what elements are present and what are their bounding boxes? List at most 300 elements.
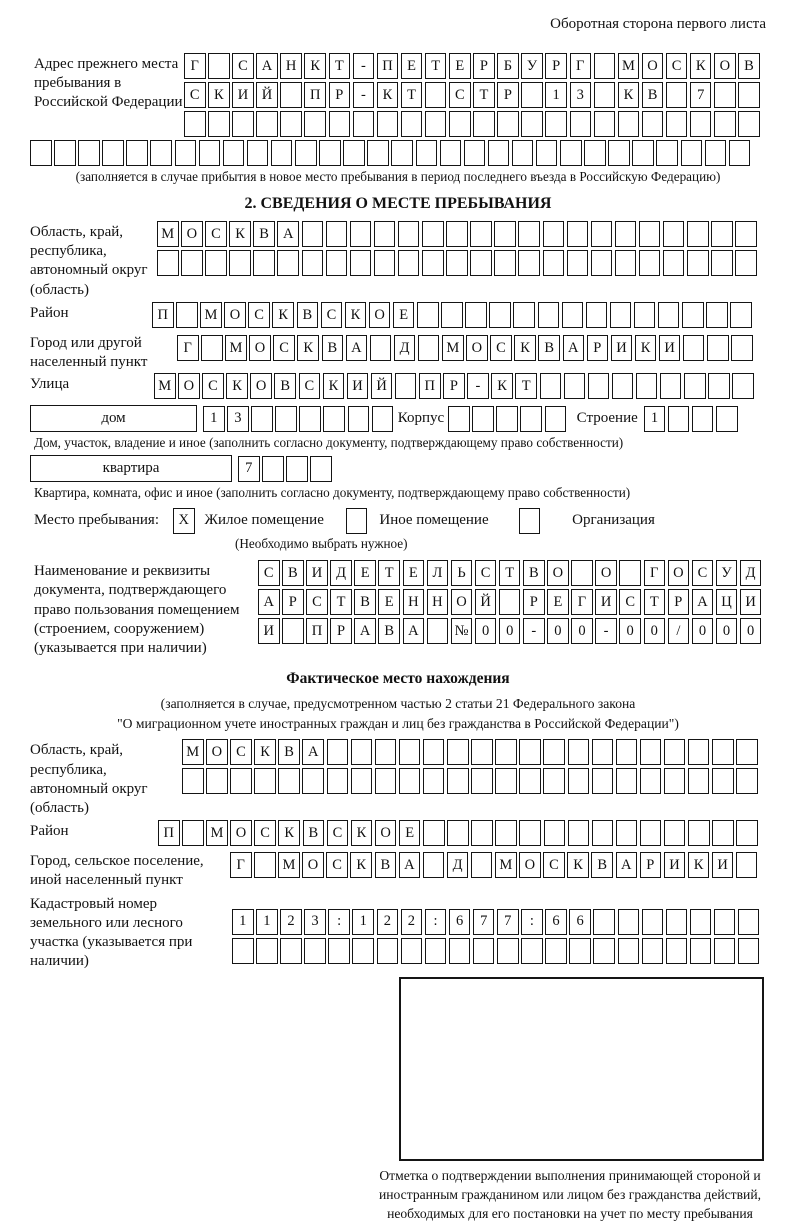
char-cell: М — [157, 221, 179, 247]
char-cell: 1 — [352, 909, 374, 935]
cadastral-row-2 — [232, 938, 762, 964]
char-cell: Т — [329, 53, 351, 79]
char-cell: М — [278, 852, 300, 878]
char-cell — [326, 250, 348, 276]
char-cell — [615, 250, 637, 276]
char-cell — [618, 111, 640, 137]
char-cell — [690, 111, 712, 137]
char-cell — [494, 250, 516, 276]
char-cell: 2 — [377, 909, 399, 935]
char-cell — [616, 768, 638, 794]
char-cell — [328, 938, 350, 964]
char-cell — [588, 373, 610, 399]
char-cell — [711, 250, 733, 276]
house-box: дом — [30, 405, 197, 432]
char-cell: И — [232, 82, 254, 108]
char-cell: К — [377, 82, 399, 108]
char-cell: № — [451, 618, 473, 644]
char-cell — [632, 140, 654, 166]
char-cell: Р — [545, 53, 567, 79]
char-cell: О — [714, 53, 736, 79]
char-cell: / — [668, 618, 690, 644]
char-cell — [640, 820, 662, 846]
char-cell — [401, 111, 423, 137]
region-row-1 — [157, 221, 759, 247]
street-block — [30, 373, 766, 402]
char-cell — [521, 938, 543, 964]
district-block — [30, 302, 766, 331]
char-cell — [706, 302, 728, 328]
char-cell — [425, 938, 447, 964]
char-cell — [374, 221, 396, 247]
prev-address-row-3 — [184, 111, 762, 137]
char-cell: О — [466, 335, 488, 361]
char-cell: О — [249, 335, 271, 361]
char-cell: А — [277, 221, 299, 247]
char-cell: - — [467, 373, 489, 399]
char-cell — [256, 111, 278, 137]
char-cell: С — [248, 302, 270, 328]
stay-type-note: (Необходимо выбрать нужное) — [235, 536, 408, 552]
char-cell — [372, 406, 394, 432]
char-cell: С — [232, 53, 254, 79]
char-cell — [634, 302, 656, 328]
char-cell — [377, 938, 399, 964]
char-cell: Т — [330, 589, 352, 615]
char-cell: Й — [475, 589, 497, 615]
char-cell — [664, 739, 686, 765]
city-label: Город или другой населенный пункт — [30, 334, 148, 370]
char-cell — [567, 250, 589, 276]
char-cell: 0 — [716, 618, 738, 644]
char-cell — [176, 302, 198, 328]
char-cell: С — [306, 589, 328, 615]
char-cell: И — [595, 589, 617, 615]
char-cell: М — [182, 739, 204, 765]
char-cell — [489, 302, 511, 328]
char-cell: И — [712, 852, 734, 878]
fact-location-note-1: (заполняется в случае, предусмотренном частью 2 статьи 21 Федерального закона — [160, 696, 636, 712]
char-cell — [513, 302, 535, 328]
char-cell — [247, 140, 269, 166]
house-block — [30, 405, 766, 432]
char-cell: И — [664, 852, 686, 878]
char-cell: К — [688, 852, 710, 878]
char-cell: В — [297, 302, 319, 328]
char-cell: К — [272, 302, 294, 328]
char-cell — [304, 111, 326, 137]
char-cell: И — [306, 560, 328, 586]
char-cell: Ь — [451, 560, 473, 586]
char-cell: М — [200, 302, 222, 328]
char-cell: О — [595, 560, 617, 586]
char-cell: Г — [230, 852, 252, 878]
char-cell — [705, 140, 727, 166]
char-cell: Т — [401, 82, 423, 108]
char-cell — [256, 938, 278, 964]
char-cell: 1 — [232, 909, 254, 935]
char-cell: К — [514, 335, 536, 361]
char-cell: В — [253, 221, 275, 247]
char-cell: 0 — [571, 618, 593, 644]
stay-type-option-residential-label: Жилое помещение — [204, 512, 324, 529]
char-cell — [711, 221, 733, 247]
char-cell — [616, 739, 638, 765]
char-cell — [521, 82, 543, 108]
char-cell: С — [184, 82, 206, 108]
char-cell — [323, 406, 345, 432]
char-cell — [714, 938, 736, 964]
char-cell — [716, 406, 738, 432]
char-cell: С — [258, 560, 280, 586]
char-cell: М — [154, 373, 176, 399]
char-cell: Т — [473, 82, 495, 108]
char-cell — [591, 250, 613, 276]
char-cell — [295, 140, 317, 166]
char-cell: И — [740, 589, 762, 615]
char-cell — [304, 938, 326, 964]
char-cell — [282, 618, 304, 644]
char-cell — [593, 909, 615, 935]
char-cell: 0 — [740, 618, 762, 644]
char-cell — [615, 221, 637, 247]
char-cell: Т — [644, 589, 666, 615]
region-label: Область, край, республика, автономный округ (область) — [30, 224, 148, 298]
char-cell: С — [619, 589, 641, 615]
char-cell: И — [611, 335, 633, 361]
char-cell: Г — [570, 53, 592, 79]
char-cell: 7 — [473, 909, 495, 935]
char-cell: П — [306, 618, 328, 644]
char-cell: С — [692, 560, 714, 586]
stay-type-option-other-label: Иное помещение — [379, 512, 489, 529]
char-cell — [254, 768, 276, 794]
char-cell — [567, 221, 589, 247]
char-cell: К — [635, 335, 657, 361]
char-cell — [708, 373, 730, 399]
prev-address-row-2 — [184, 82, 762, 108]
char-cell: С — [543, 852, 565, 878]
char-cell: С — [299, 373, 321, 399]
char-cell — [521, 111, 543, 137]
char-cell — [536, 140, 558, 166]
char-cell — [367, 140, 389, 166]
char-cell — [275, 406, 297, 432]
char-cell — [568, 768, 590, 794]
char-cell — [353, 111, 375, 137]
char-cell — [690, 909, 712, 935]
char-cell — [714, 909, 736, 935]
char-cell — [425, 111, 447, 137]
char-cell — [329, 111, 351, 137]
char-cell — [732, 373, 754, 399]
street-label: Улица — [30, 376, 70, 393]
char-cell — [422, 221, 444, 247]
char-cell — [472, 406, 494, 432]
char-cell — [126, 140, 148, 166]
char-cell — [423, 768, 445, 794]
char-cell — [449, 938, 471, 964]
char-cell: П — [377, 53, 399, 79]
apartment-caption: Квартира, комната, офис и иное (заполнить согласно документу, подтверждающему право собственности) — [34, 485, 631, 501]
char-cell: Д — [330, 560, 352, 586]
char-cell — [666, 909, 688, 935]
char-cell — [570, 111, 592, 137]
char-cell: С — [449, 82, 471, 108]
char-cell — [223, 140, 245, 166]
char-cell — [206, 768, 228, 794]
fact-region-row-2 — [182, 768, 760, 794]
char-cell: X — [173, 508, 195, 534]
char-cell — [538, 302, 560, 328]
char-cell — [642, 938, 664, 964]
char-cell — [201, 335, 223, 361]
char-cell — [449, 111, 471, 137]
char-cell: О — [250, 373, 272, 399]
char-cell — [54, 140, 76, 166]
char-cell: 6 — [449, 909, 471, 935]
char-cell: О — [547, 560, 569, 586]
char-cell: Т — [499, 560, 521, 586]
char-cell: О — [302, 852, 324, 878]
char-cell — [370, 335, 392, 361]
char-cell: В — [354, 589, 376, 615]
char-cell — [427, 618, 449, 644]
char-cell: Е — [403, 560, 425, 586]
char-cell — [735, 221, 757, 247]
char-cell: А — [692, 589, 714, 615]
char-cell — [319, 140, 341, 166]
char-cell — [351, 739, 373, 765]
char-cell — [520, 406, 542, 432]
char-cell: Д — [447, 852, 469, 878]
char-cell: Т — [515, 373, 537, 399]
char-cell — [660, 373, 682, 399]
char-cell: К — [351, 820, 373, 846]
char-cell — [729, 140, 751, 166]
char-cell — [327, 768, 349, 794]
char-cell — [398, 250, 420, 276]
char-cell: - — [353, 82, 375, 108]
char-cell — [199, 140, 221, 166]
char-cell: 6 — [545, 909, 567, 935]
char-cell: М — [495, 852, 517, 878]
stay-type-checkbox-residential — [173, 508, 195, 534]
char-cell: 0 — [644, 618, 666, 644]
char-cell: Н — [280, 53, 302, 79]
prev-address-overflow-row — [30, 140, 766, 166]
char-cell — [471, 739, 493, 765]
stay-type-label: Место пребывания: — [34, 512, 159, 529]
char-cell — [470, 250, 492, 276]
char-cell: К — [304, 53, 326, 79]
char-cell: К — [208, 82, 230, 108]
char-cell — [666, 111, 688, 137]
char-cell — [714, 111, 736, 137]
char-cell: 6 — [569, 909, 591, 935]
char-cell — [618, 938, 640, 964]
char-cell: Е — [449, 53, 471, 79]
char-cell — [401, 938, 423, 964]
char-cell — [664, 820, 686, 846]
char-cell: Д — [740, 560, 762, 586]
char-cell — [395, 373, 417, 399]
char-cell — [416, 140, 438, 166]
char-cell: А — [403, 618, 425, 644]
fact-district-block — [30, 820, 766, 849]
char-cell — [375, 768, 397, 794]
fact-region-label: Область, край, республика, автономный округ (область) — [30, 742, 148, 817]
char-cell — [730, 302, 752, 328]
char-cell — [205, 250, 227, 276]
cadastral-block — [30, 893, 766, 972]
char-cell — [712, 768, 734, 794]
char-cell: К — [297, 335, 319, 361]
char-cell: 2 — [280, 909, 302, 935]
char-cell: К — [618, 82, 640, 108]
char-cell — [286, 456, 308, 482]
char-cell: С — [326, 852, 348, 878]
char-cell: С — [273, 335, 295, 361]
char-cell — [418, 335, 440, 361]
char-cell: С — [327, 820, 349, 846]
char-cell — [465, 302, 487, 328]
char-cell — [251, 406, 273, 432]
char-cell: Т — [378, 560, 400, 586]
char-cell — [302, 221, 324, 247]
document-row-1 — [258, 560, 764, 586]
char-cell — [488, 140, 510, 166]
char-cell — [592, 739, 614, 765]
char-cell: 7 — [238, 456, 260, 482]
char-cell: И — [347, 373, 369, 399]
char-cell: К — [278, 820, 300, 846]
char-cell — [543, 768, 565, 794]
char-cell — [568, 820, 590, 846]
char-cell — [425, 82, 447, 108]
char-cell: Е — [401, 53, 423, 79]
char-cell: М — [618, 53, 640, 79]
char-cell — [440, 140, 462, 166]
char-cell — [688, 739, 710, 765]
char-cell: О — [668, 560, 690, 586]
char-cell — [280, 111, 302, 137]
char-cell: 3 — [304, 909, 326, 935]
char-cell — [568, 739, 590, 765]
char-cell — [512, 140, 534, 166]
char-cell — [232, 111, 254, 137]
char-cell: П — [304, 82, 326, 108]
char-cell — [175, 140, 197, 166]
apartment-cells — [238, 456, 334, 482]
char-cell — [639, 221, 661, 247]
char-cell: В — [538, 335, 560, 361]
char-cell — [656, 140, 678, 166]
char-cell — [375, 739, 397, 765]
char-cell — [571, 560, 593, 586]
char-cell — [254, 852, 276, 878]
stroenie-label: Строение — [576, 410, 638, 427]
char-cell — [417, 302, 439, 328]
char-cell — [471, 820, 493, 846]
char-cell: 0 — [692, 618, 714, 644]
fact-location-note-2: "О миграционном учете иностранных граждан и лиц без гражданства в Российской Федерации") — [117, 715, 679, 731]
char-cell: Н — [427, 589, 449, 615]
char-cell — [471, 768, 493, 794]
char-cell — [471, 852, 493, 878]
char-cell — [593, 938, 615, 964]
char-cell: К — [345, 302, 367, 328]
char-cell — [640, 768, 662, 794]
char-cell — [182, 820, 204, 846]
char-cell — [302, 768, 324, 794]
char-cell: П — [419, 373, 441, 399]
char-cell: Г — [184, 53, 206, 79]
char-cell — [666, 82, 688, 108]
char-cell — [497, 938, 519, 964]
char-cell — [608, 140, 630, 166]
stay-type-option-organization-label: Организация — [572, 512, 655, 529]
street-row — [154, 373, 756, 399]
char-cell: И — [659, 335, 681, 361]
char-cell — [636, 373, 658, 399]
char-cell: А — [616, 852, 638, 878]
char-cell — [441, 302, 463, 328]
char-cell — [642, 111, 664, 137]
char-cell — [157, 250, 179, 276]
char-cell — [229, 250, 251, 276]
char-cell: В — [274, 373, 296, 399]
char-cell: С — [490, 335, 512, 361]
char-cell: 0 — [619, 618, 641, 644]
char-cell: С — [254, 820, 276, 846]
char-cell — [497, 111, 519, 137]
char-cell: К — [690, 53, 712, 79]
char-cell — [736, 820, 758, 846]
char-cell: 3 — [227, 406, 249, 432]
char-cell: В — [375, 852, 397, 878]
document-block — [30, 560, 766, 658]
char-cell: Р — [640, 852, 662, 878]
char-cell: - — [353, 53, 375, 79]
char-cell — [569, 938, 591, 964]
char-cell: 0 — [475, 618, 497, 644]
char-cell — [310, 456, 332, 482]
char-cell — [447, 739, 469, 765]
char-cell — [343, 140, 365, 166]
char-cell — [540, 373, 562, 399]
char-cell — [612, 373, 634, 399]
char-cell — [494, 221, 516, 247]
fact-city-label: Город, сельское поселение, иной населенный пункт — [30, 853, 204, 889]
char-cell — [271, 140, 293, 166]
char-cell — [423, 739, 445, 765]
char-cell: М — [442, 335, 464, 361]
char-cell — [592, 820, 614, 846]
char-cell: 1 — [256, 909, 278, 935]
char-cell: О — [224, 302, 246, 328]
char-cell — [277, 250, 299, 276]
cadastral-row-1 — [232, 909, 762, 935]
fact-city-row — [230, 852, 760, 878]
stroenie-cells — [644, 406, 740, 432]
char-cell: Г — [644, 560, 666, 586]
char-cell — [639, 250, 661, 276]
char-cell: О — [375, 820, 397, 846]
cadastral-label: Кадастровый номер земельного или лесного участка (указывается при наличии) — [30, 895, 193, 970]
region-block — [30, 221, 766, 300]
char-cell — [299, 406, 321, 432]
